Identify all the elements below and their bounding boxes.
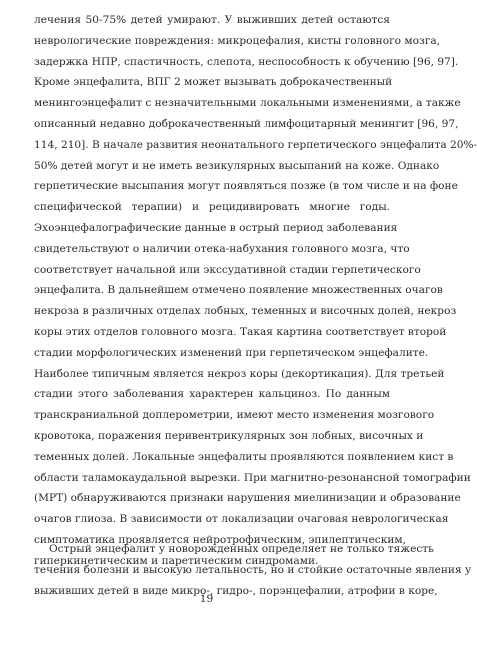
text-line: Эхоэнцефалографические данные в острый период заболевания — [34, 221, 398, 234]
page-number: 19 — [199, 593, 214, 605]
text-line: неврологические повреждения: микроцефалия, кисты головного мозга, — [34, 34, 441, 47]
text-line: соответствует начальной или экссудативной стадии герпетического — [34, 263, 421, 276]
text-line: некроза в различных отделах лобных, теменных и височных долей, некроз — [34, 305, 457, 318]
text-line: симптоматика проявляется нейротрофическим, эпилептическим, — [34, 533, 407, 546]
text-line: гиперкинетическим и паретическим синдромами. — [34, 554, 319, 567]
text-line: энцефалита. В дальнейшем отмечено появление множественных очагов — [34, 284, 443, 297]
text-line: 114, 210]. В начале развития неонатального герпетического энцефалита 20%- — [34, 138, 477, 151]
text-line: задержка НПР, спастичность, слепота, неспособность к обучению [96, 97]. — [34, 55, 459, 68]
paragraph-1 — [34, 10, 477, 572]
text-line: области таламокаудальной вырезки. При магнитно-резонансной томографии — [34, 471, 471, 484]
text-line: герпетические высыпания могут появляться позже (в том числе и на фоне — [34, 180, 458, 193]
text-line: стадии морфологических изменений при герпетическом энцефалите. — [34, 346, 429, 359]
text-line: описанный недавно доброкачественный лимфоцитарный менингит [96, 97, — [34, 117, 459, 130]
text-line: выживших детей в виде микро-, гидро-, порэнцефалии, атрофии в коре, — [34, 584, 438, 597]
text-line: транскраниальной доплерометрии, имеют место изменения мозгового — [34, 409, 435, 422]
text-line: коры этих отделов головного мозга. Такая картина соответствует второй — [34, 325, 447, 338]
text-line: стадии этого заболевания характерен кальциноз. По данным — [34, 388, 390, 401]
text-line: кровотока, поражения перивентрикулярных зон лобных, височных и — [34, 429, 424, 442]
text-line: (МРТ) обнаруживаются признаки нарушения миелинизации и образование — [34, 492, 461, 505]
text-line: очагов глиоза. В зависимости от локализации очаговая неврологическая — [34, 513, 449, 526]
text-line: Наиболее типичным является некроз коры (декортикация). Для третьей — [34, 367, 445, 380]
text-line: свидетельствуют о наличии отека-набухания головного мозга, что — [34, 242, 410, 255]
text-line: течения болезни и высокую летальность, но и стойкие остаточные явления у — [34, 563, 472, 576]
text-line: Острый энцефалит у новорожденных определяет не только тяжесть — [49, 543, 434, 555]
text-line: Кроме энцефалита, ВПГ 2 может вызывать доброкачественный — [34, 76, 393, 89]
text-line: 50% детей могут и не иметь везикулярных высыпаний на коже. Однако — [34, 159, 440, 172]
text-line: теменных долей. Локальные энцефалиты проявляются появлением кист в — [34, 450, 454, 463]
text-line: специфической терапии) и рецидивировать многие годы. — [34, 201, 390, 214]
text-line: менингоэнцефалит с незначительными локальными изменениями, а также — [34, 97, 461, 110]
text-line: лечения 50-75% детей умирают. У выживших детей остаются — [34, 14, 390, 26]
